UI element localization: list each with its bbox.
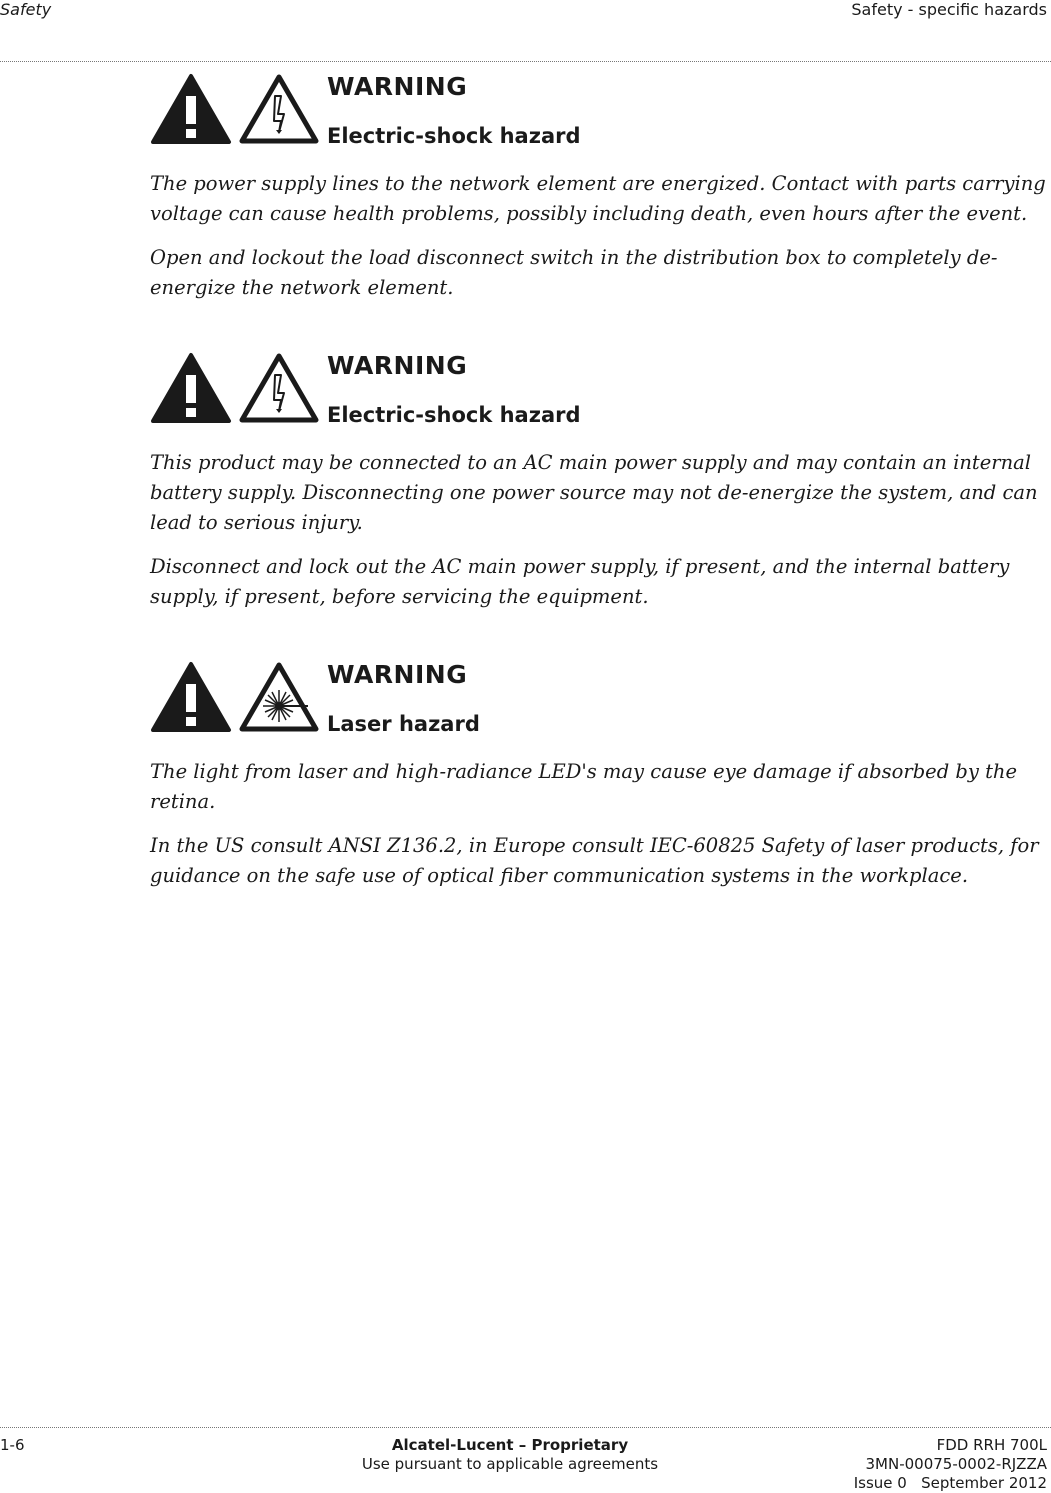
footer-center <box>330 1436 690 1474</box>
footer-proprietary: Alcatel-Lucent – Proprietary <box>391 1436 629 1454</box>
footer-divider <box>0 1427 1051 1428</box>
exclamation-icon <box>150 351 232 423</box>
footer-issue: Issue 0 September 2012 <box>853 1474 1047 1492</box>
electric-shock-icon <box>238 72 320 144</box>
warning-icons <box>150 72 330 142</box>
header-chapter: Safety <box>0 0 52 19</box>
warning-paragraph: The light from laser and high-radiance LED's may cause eye damage if absorbed by the retina. <box>150 760 1018 813</box>
warning-paragraph: Disconnect and lock out the AC main power supply, if present, and the internal battery supply, if present, before servicing the equipment. <box>150 555 1010 608</box>
footer-usage-note: Use pursuant to applicable agreements <box>361 1455 659 1473</box>
header-section: Safety - specific hazards <box>851 0 1047 19</box>
warning-paragraph: Open and lockout the load disconnect switch in the distribution box to completely de-energize the network element. <box>150 246 998 299</box>
warning-subtitle: Electric-shock hazard <box>327 124 581 148</box>
exclamation-icon <box>150 660 232 732</box>
warning-title: WARNING <box>327 660 468 689</box>
page-number: 1-6 <box>0 1436 25 1454</box>
electric-shock-icon <box>238 351 320 423</box>
warning-title: WARNING <box>327 351 468 380</box>
warning-icons <box>150 351 330 421</box>
warning-icons <box>150 660 330 730</box>
warning-subtitle: Electric-shock hazard <box>327 403 581 427</box>
footer-doc-info <box>854 1436 1047 1493</box>
laser-icon <box>238 660 320 732</box>
warning-paragraph: This product may be connected to an AC main power supply and may contain an internal battery supply. Disconnecting one power source may not de-energize the system, and can lead to serious injury. <box>150 451 1038 534</box>
warning-subtitle: Laser hazard <box>327 712 480 736</box>
footer-product: FDD RRH 700L <box>936 1436 1047 1454</box>
warning-paragraph: In the US consult ANSI Z136.2, in Europe consult IEC-60825 Safety of laser products, for guidance on the safe use of optical fiber communication systems in the workplace. <box>150 834 1039 887</box>
header-divider <box>0 61 1051 62</box>
warning-title: WARNING <box>327 72 468 101</box>
exclamation-icon <box>150 72 232 144</box>
footer-doc-number: 3MN-00075-0002-RJZZA <box>865 1455 1047 1473</box>
warning-paragraph: The power supply lines to the network element are energized. Contact with parts carrying voltage can cause health problems, possibly including death, even hours after the event. <box>150 172 1046 225</box>
